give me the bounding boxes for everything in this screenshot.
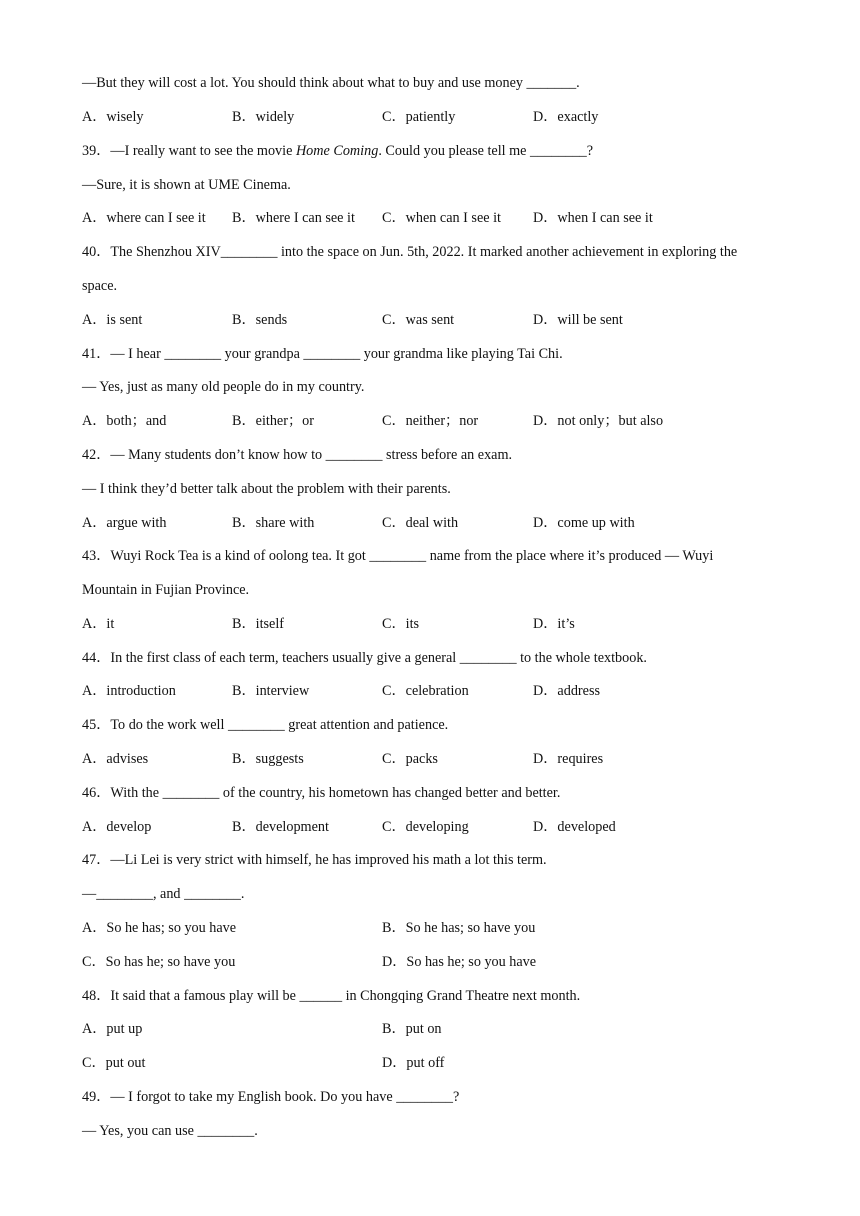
q41-option-a: A．both；and bbox=[82, 413, 167, 429]
q42-option-a: A．argue with bbox=[82, 515, 167, 531]
q43-option-a: A．it bbox=[82, 616, 115, 632]
q41-option-d: D．not only；but also bbox=[533, 413, 664, 429]
q43-option-d: D．it’s bbox=[533, 616, 575, 632]
q45-option-b: B．suggests bbox=[232, 751, 304, 767]
q39-option-c: C．when can I see it bbox=[382, 210, 501, 226]
q48-option-b: B．put on bbox=[382, 1021, 442, 1037]
q48-option-d: D．put off bbox=[382, 1055, 445, 1071]
question-40-stem-line1: 40．The Shenzhou XIV________ into the space on Jun. 5th, 2022. It marked another achievement in exploring the bbox=[82, 244, 738, 260]
question-41-stem: 41．— I hear ________ your grandpa ________ your grandma like playing Tai Chi. bbox=[82, 346, 563, 362]
q45-option-d: D．requires bbox=[533, 751, 604, 767]
q40-option-b: B．sends bbox=[232, 312, 288, 328]
q44-option-c: C．celebration bbox=[382, 683, 469, 699]
q38-option-b: B．widely bbox=[232, 109, 295, 125]
q46-option-a: A．develop bbox=[82, 819, 152, 835]
question-42-stem: 42．— Many students don’t know how to ________ stress before an exam. bbox=[82, 447, 513, 463]
q44-option-d: D．address bbox=[533, 683, 600, 699]
q40-option-c: C．was sent bbox=[382, 312, 455, 328]
q39-option-a: A．where can I see it bbox=[82, 210, 206, 226]
question-44-stem: 44．In the first class of each term, teachers usually give a general ________ to the whole textbook. bbox=[82, 650, 647, 666]
q39-option-d: D．when I can see it bbox=[533, 210, 653, 226]
q39-option-b: B．where I can see it bbox=[232, 210, 355, 226]
question-38-reply: —But they will cost a lot. You should think about what to buy and use money _______. bbox=[82, 75, 580, 91]
q44-option-b: B．interview bbox=[232, 683, 310, 699]
question-42-reply: — I think they’d better talk about the problem with their parents. bbox=[82, 481, 451, 497]
question-49-stem: 49．— I forgot to take my English book. Do you have ________? bbox=[82, 1089, 460, 1105]
question-47-reply: —________, and ________. bbox=[82, 886, 245, 902]
q42-option-c: C．deal with bbox=[382, 515, 459, 531]
question-43-stem-line2: Mountain in Fujian Province. bbox=[82, 582, 250, 598]
q48-option-c: C．put out bbox=[82, 1055, 146, 1071]
q46-option-b: B．development bbox=[232, 819, 329, 835]
q40-option-a: A．is sent bbox=[82, 312, 143, 328]
q45-option-a: A．advises bbox=[82, 751, 149, 767]
q48-option-a: A．put up bbox=[82, 1021, 143, 1037]
q40-option-d: D．will be sent bbox=[533, 312, 623, 328]
q38-option-c: C．patiently bbox=[382, 109, 456, 125]
q46-option-c: C．developing bbox=[382, 819, 469, 835]
question-46-stem: 46．With the ________ of the country, his hometown has changed better and better. bbox=[82, 785, 561, 801]
q47-option-d: D．So has he; so you have bbox=[382, 954, 537, 970]
q41-option-c: C．neither；nor bbox=[382, 413, 479, 429]
q38-option-a: A．wisely bbox=[82, 109, 144, 125]
q43-option-b: B．itself bbox=[232, 616, 285, 632]
q39-stem-part-b: . Could you please tell me ________? bbox=[378, 143, 594, 159]
q42-option-d: D．come up with bbox=[533, 515, 635, 531]
q38-option-d: D．exactly bbox=[533, 109, 599, 125]
question-41-reply: — Yes, just as many old people do in my country. bbox=[82, 379, 365, 395]
question-43-stem-line1: 43．Wuyi Rock Tea is a kind of oolong tea. It got ________ name from the place where it’s produced — Wuyi bbox=[82, 548, 714, 564]
question-48-stem: 48．It said that a famous play will be ______ in Chongqing Grand Theatre next month. bbox=[82, 988, 581, 1004]
q43-option-c: C．its bbox=[382, 616, 420, 632]
q39-movie-title: Home Coming bbox=[295, 143, 379, 159]
question-45-stem: 45．To do the work well ________ great attention and patience. bbox=[82, 717, 449, 733]
q47-option-c: C．So has he; so have you bbox=[82, 954, 236, 970]
question-39-stem bbox=[82, 141, 593, 161]
question-47-stem: 47．—Li Lei is very strict with himself, he has improved his math a lot this term. bbox=[82, 852, 547, 868]
question-49-reply: — Yes, you can use ________. bbox=[82, 1123, 258, 1139]
q47-option-a: A．So he has; so you have bbox=[82, 920, 237, 936]
q44-option-a: A．introduction bbox=[82, 683, 176, 699]
question-39-reply: —Sure, it is shown at UME Cinema. bbox=[82, 177, 291, 193]
question-40-stem-line2: space. bbox=[82, 278, 118, 294]
q39-stem-part-a: 39．—I really want to see the movie bbox=[82, 143, 296, 159]
q47-option-b: B．So he has; so have you bbox=[382, 920, 536, 936]
q45-option-c: C．packs bbox=[382, 751, 438, 767]
q41-option-b: B．either；or bbox=[232, 413, 314, 429]
q46-option-d: D．developed bbox=[533, 819, 616, 835]
q42-option-b: B．share with bbox=[232, 515, 315, 531]
